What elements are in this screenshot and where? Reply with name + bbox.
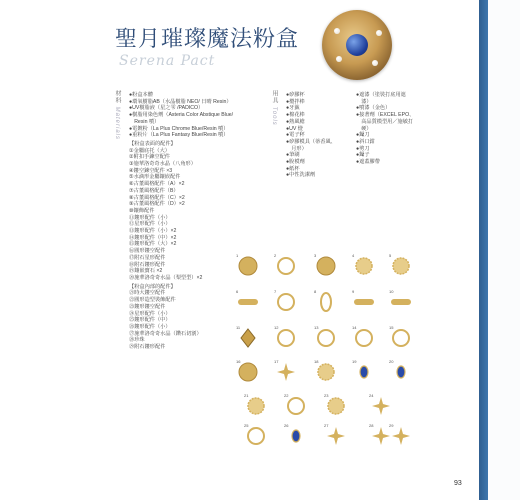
part-number: 28: [369, 423, 374, 428]
material-item: ●重粉片（La Plus Fantasy Blue/Resin 噴）: [129, 132, 229, 139]
outer-part-item: ⑳施華洛奇奇水晶（梨型型）×2: [129, 274, 203, 281]
tool-item: ●電子秤: [286, 132, 305, 139]
tool-item: ●鑷子: [356, 152, 370, 159]
part-number: 5: [389, 254, 392, 258]
part-gemblue: [389, 359, 405, 378]
page-number: 93: [454, 480, 462, 487]
page-title: 聖月璀璨魔法粉盒: [115, 27, 300, 52]
part-disc: [236, 254, 257, 275]
part-number: 23: [324, 393, 329, 398]
part-number: 29: [389, 423, 394, 428]
tools-list-1: [286, 92, 356, 179]
tool-item: ●矽膠模具（蒂香風、: [286, 138, 336, 145]
part-number: 4: [352, 254, 355, 258]
tool-item: ●筆刷: [286, 152, 300, 159]
part-star: [369, 393, 390, 415]
part-oval: [314, 289, 331, 311]
part-number: 18: [314, 359, 319, 364]
inner-part-item: ㉖鏤形配件（小）: [129, 323, 171, 330]
part-number: 25: [244, 423, 249, 428]
material-item: ●粉盒本體: [129, 92, 153, 98]
part-bar: [389, 289, 411, 305]
part-number: 26: [284, 423, 289, 428]
part-number: 1: [236, 254, 239, 258]
parts-illustration: [236, 254, 426, 454]
part-ring: [389, 325, 409, 346]
outer-part-item: ③施華洛奇奇水晶（八角形）: [129, 161, 196, 168]
part-number: 14: [352, 325, 357, 330]
part-star: [324, 423, 345, 445]
tool-item: ●遮漆（塗裝打底用遮: [356, 92, 406, 98]
outer-part-item: ⑰附石星形配件: [129, 254, 166, 261]
part-gemblue: [352, 359, 368, 378]
tool-item: ●鑷刀: [356, 132, 370, 139]
part-star: [369, 423, 390, 445]
part-number: 8: [314, 289, 317, 294]
part-ring: [274, 289, 294, 310]
tools-list-2: [356, 92, 434, 166]
tool-item: 月形）: [286, 145, 307, 152]
part-number: 10: [389, 289, 394, 294]
part-ring: [284, 393, 304, 414]
outer-part-item: ④鏤空鍊空配件 ×3: [129, 167, 173, 174]
part-number: 20: [389, 359, 394, 364]
inner-part-item: ㉗施華洛奇奇水晶（鑽石切割）: [129, 330, 202, 337]
part-flower: [389, 254, 409, 274]
outer-part-item: ⑱附石鏤形配件: [129, 261, 166, 268]
part-gem: [236, 325, 255, 347]
material-item: Resin 噴）: [129, 118, 160, 125]
outer-part-item: ⑤水滴形金屬鑲嵌配件: [129, 174, 181, 181]
part-disc: [314, 254, 335, 275]
part-flower: [314, 359, 334, 380]
tool-item: 高品質模型用／施敏打: [356, 118, 414, 125]
tool-item: ●中性洗潔劑: [286, 172, 316, 179]
outer-part-item: ⑩鑲飾配件: [129, 207, 155, 214]
tool-item: 漆）: [356, 98, 372, 105]
tool-item: ●矽膠杯: [286, 92, 305, 98]
tool-item: ●遮蓋膠帶: [356, 159, 380, 166]
accent-strip: [479, 0, 488, 500]
part-ring: [352, 325, 372, 346]
part-star: [274, 359, 295, 381]
tool-item: ●棉花棒: [286, 112, 305, 119]
tool-item: ●熱風槍: [286, 118, 305, 125]
part-number: 15: [389, 325, 394, 330]
outer-part-item: ⑧古董風格配件（C）×2: [129, 194, 185, 201]
part-number: 19: [352, 359, 357, 364]
tool-item: ●UV 燈: [286, 125, 303, 132]
tools-label: 用具 Tools: [271, 90, 277, 126]
part-ring: [274, 254, 294, 274]
outer-part-item: ⑦古董風格配件（B）: [129, 187, 179, 194]
inner-part-item: ㉘珍珠: [129, 337, 145, 344]
material-item: ●環氧樹脂AB（水晶樹脂 NEO/ 日晴 Resin）: [129, 98, 232, 105]
tool-item: ●噴漆（金色）: [356, 105, 391, 112]
part-number: 12: [274, 325, 279, 330]
inner-part-item: ㉓鏤形鏤空配件: [129, 303, 166, 310]
part-number: 13: [314, 325, 319, 330]
part-number: 7: [274, 289, 277, 294]
tool-item: ●脫模劑: [286, 159, 305, 166]
outer-part-item: ⑫星形配件（小）: [129, 221, 171, 228]
outer-part-item: ⑪鏤形配件（小）: [129, 214, 171, 221]
tool-item: ●攪拌棒: [286, 98, 305, 105]
outer-part-item: ①金屬底托（大）: [129, 147, 170, 154]
part-number: 17: [274, 359, 279, 364]
tool-item: ●接著劑（EXCEL EPO、: [356, 112, 415, 119]
part-number: 16: [236, 359, 241, 364]
tool-item: ●剪刀: [356, 145, 370, 152]
part-number: 11: [236, 325, 241, 330]
inner-part-item: ㉙附石鏤形配件: [129, 344, 166, 351]
part-number: 27: [324, 423, 329, 428]
inner-part-item: ㉕鏤形配件（中）: [129, 317, 171, 324]
material-item: ●樹脂用染色劑（Asteria Color Abstique Blue/: [129, 112, 234, 119]
outer-part-item: ②附扣手鍊空配件: [129, 154, 170, 161]
inner-part-item: ㉑時大鏤空配件: [129, 290, 166, 297]
part-number: 22: [284, 393, 289, 398]
part-flower: [244, 393, 264, 414]
page-subtitle: Serena Pact: [119, 53, 216, 69]
part-number: 6: [236, 289, 239, 294]
page-margin: [488, 0, 520, 500]
part-flower: [352, 254, 372, 274]
parts-photo: [236, 254, 426, 454]
tool-item: ●紙杯: [286, 165, 300, 172]
part-ring: [274, 325, 294, 346]
outer-part-item: ⑬鏤形配件（小）×2: [129, 228, 177, 235]
part-number: 21: [244, 393, 249, 398]
part-ring: [244, 423, 264, 444]
part-number: 9: [352, 289, 355, 294]
materials-label: 材料 Materials: [114, 90, 120, 141]
outer-part-item: ⑥古董風格配件（A）×2: [129, 181, 185, 188]
material-item: ●電鍍粉（La Plus Chrome Blue/Resin 噴）: [129, 125, 229, 132]
outer-part-item: ⑲鑲嵌寶石 ×2: [129, 268, 163, 275]
part-number: 3: [314, 254, 317, 258]
part-number: 2: [274, 254, 277, 258]
part-star: [389, 423, 410, 445]
part-ring: [314, 325, 334, 346]
part-flower: [324, 393, 344, 414]
inner-part-item: ㉔星形配件（小）: [129, 310, 171, 317]
part-bar: [236, 289, 258, 305]
material-item: ●UV樹脂液（星之雫 /PADICO）: [129, 105, 204, 112]
tool-item: 硬）: [356, 125, 372, 132]
outer-part-item: ⑨古董風格配件（D）×2: [129, 201, 185, 208]
part-bar: [352, 289, 374, 305]
outer-parts-heading: 【粉盒表面的配件】: [129, 140, 176, 147]
part-gemblue: [284, 423, 300, 442]
inner-part-item: ㉒圓形造型裝飾配件: [129, 297, 176, 304]
tool-item: ●牙籤: [286, 105, 300, 112]
outer-part-item: ⑭鏤形配件（中）×2: [129, 234, 177, 241]
outer-part-item: ⑯圓形鏤空配件: [129, 248, 166, 255]
tool-item: ●斜口鉗: [356, 138, 375, 145]
outer-part-item: ⑮鏤形配件（大）×2: [129, 241, 177, 248]
part-disc: [236, 359, 257, 381]
inner-parts-heading: 【粉盒內部的配件】: [129, 283, 176, 290]
part-number: 24: [369, 393, 374, 398]
